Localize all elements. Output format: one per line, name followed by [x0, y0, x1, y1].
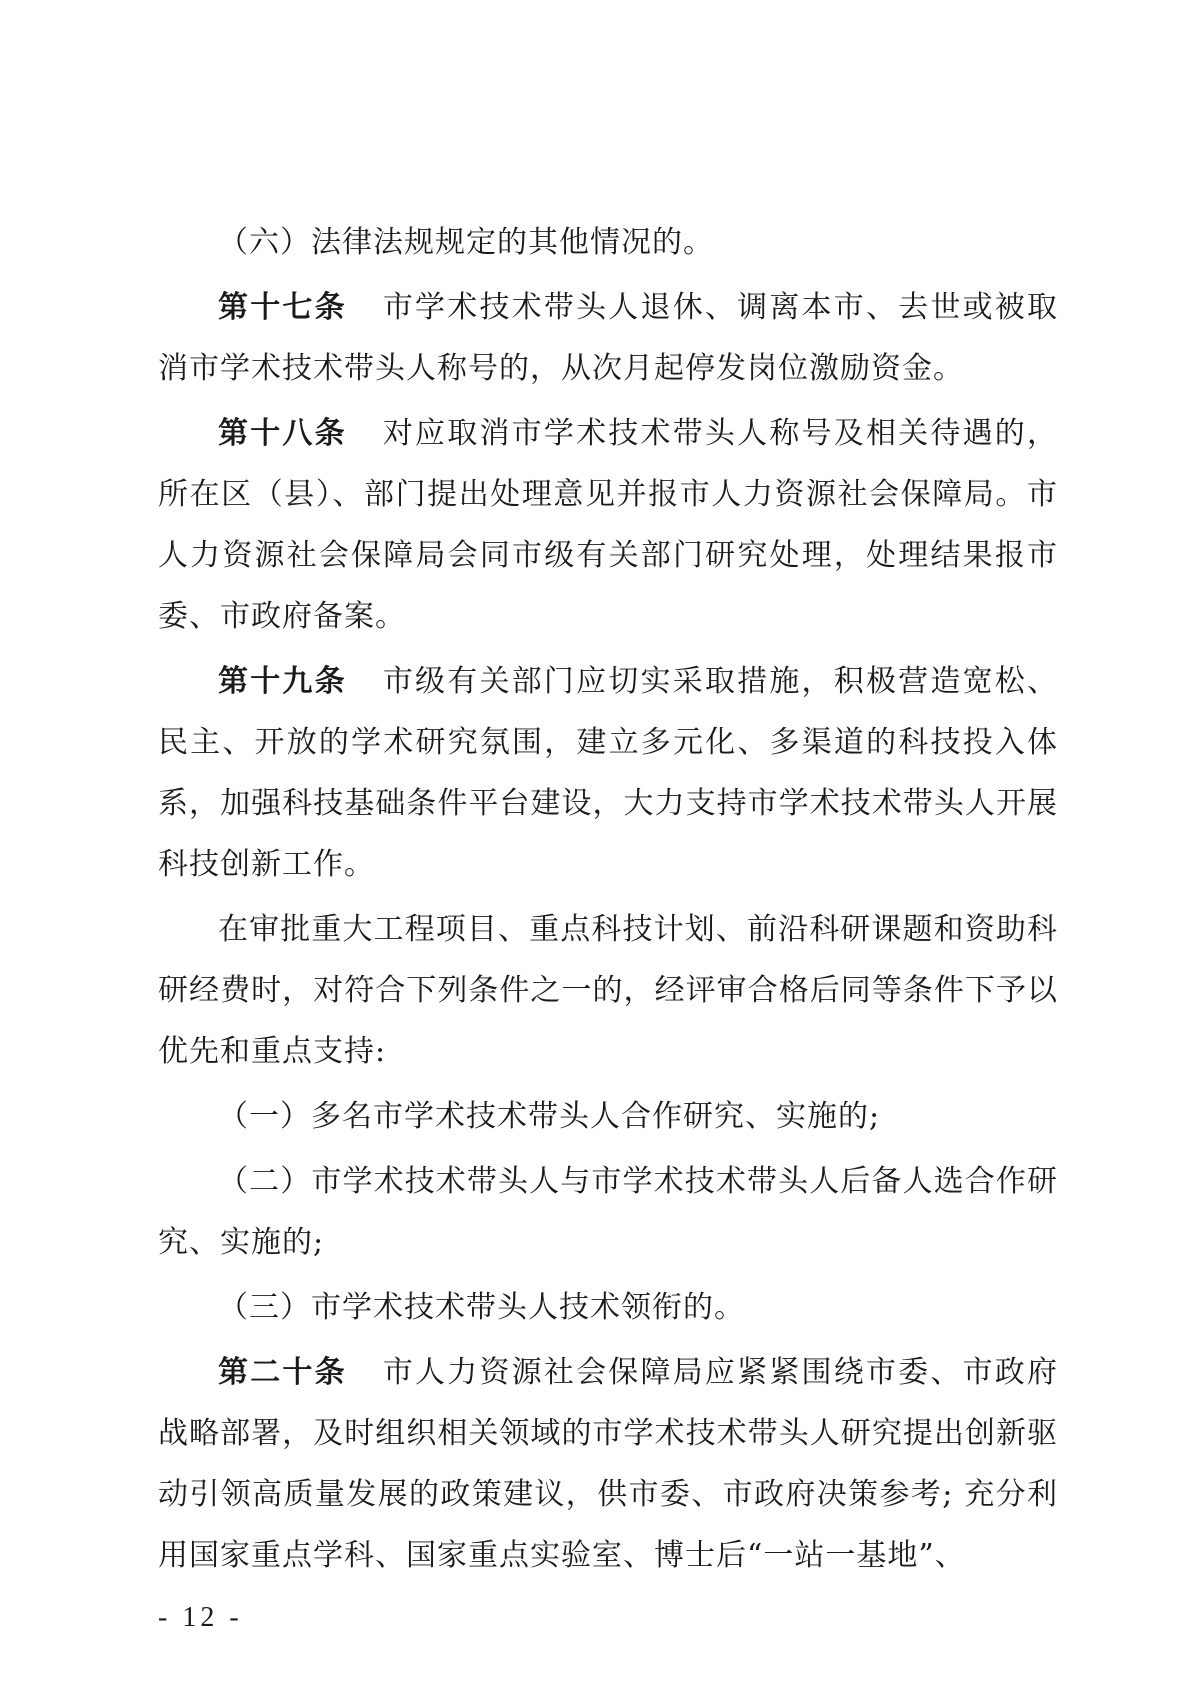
- paragraph-text: （二）市学术技术带头人与市学术技术带头人后备人选合作研究、实施的;: [158, 1164, 1058, 1260]
- article-18: [158, 403, 1058, 647]
- paragraph-text: 市级有关部门应切实采取措施，积极营造宽松、民主、开放的学术研究氛围，建立多元化、多渠道的科技投入体系，加强科技基础条件平台建设，大力支持市学术技术带头人开展科技创新工作。: [158, 664, 1059, 882]
- paragraph-text: （一）多名市学术技术带头人合作研究、实施的;: [218, 1099, 881, 1134]
- article-heading: 第二十条: [218, 1355, 347, 1390]
- paragraph-condition-3: [158, 1277, 1058, 1338]
- article-heading: 第十七条: [218, 290, 347, 325]
- paragraph-text: 在审批重大工程项目、重点科技计划、前沿科研课题和资助科研经费时，对符合下列条件之一的，经评审合格后同等条件下予以优先和重点支持:: [158, 912, 1058, 1069]
- paragraph-text: 市学术技术带头人退休、调离本市、去世或被取消市学术技术带头人称号的，从次月起停发岗位激励资金。: [158, 290, 1059, 386]
- paragraph-condition-1: [158, 1086, 1058, 1147]
- paragraph-text: 对应取消市学术技术带头人称号及相关待遇的，所在区（县）、部门提出处理意见并报市人力资源社会保障局。市人力资源社会保障局会同市级有关部门研究处理，处理结果报市委、市政府备案。: [158, 416, 1059, 634]
- paragraph-text: （三）市学术技术带头人技术领衔的。: [218, 1290, 745, 1325]
- document-body: [158, 212, 1058, 1586]
- article-19: [158, 651, 1058, 895]
- article-heading: 第十九条: [218, 664, 347, 699]
- paragraph-text: （六）法律法规规定的其他情况的。: [218, 225, 714, 260]
- paragraph-text: 市人力资源社会保障局应紧紧围绕市委、市政府战略部署，及时组织相关领域的市学术技术带头人研究提出创新驱动引领高质量发展的政策建议，供市委、市政府决策参考; 充分利用国家重点学科、国家重点实验室、博士后“一站一基地”、: [158, 1355, 1059, 1573]
- article-17: [158, 277, 1058, 399]
- page-number: - 12 -: [158, 1602, 243, 1633]
- paragraph-condition-2: [158, 1151, 1058, 1273]
- article-20: [158, 1342, 1058, 1586]
- paragraph-item-6: [158, 212, 1058, 273]
- article-heading: 第十八条: [218, 416, 347, 451]
- paragraph-approval: [158, 899, 1058, 1082]
